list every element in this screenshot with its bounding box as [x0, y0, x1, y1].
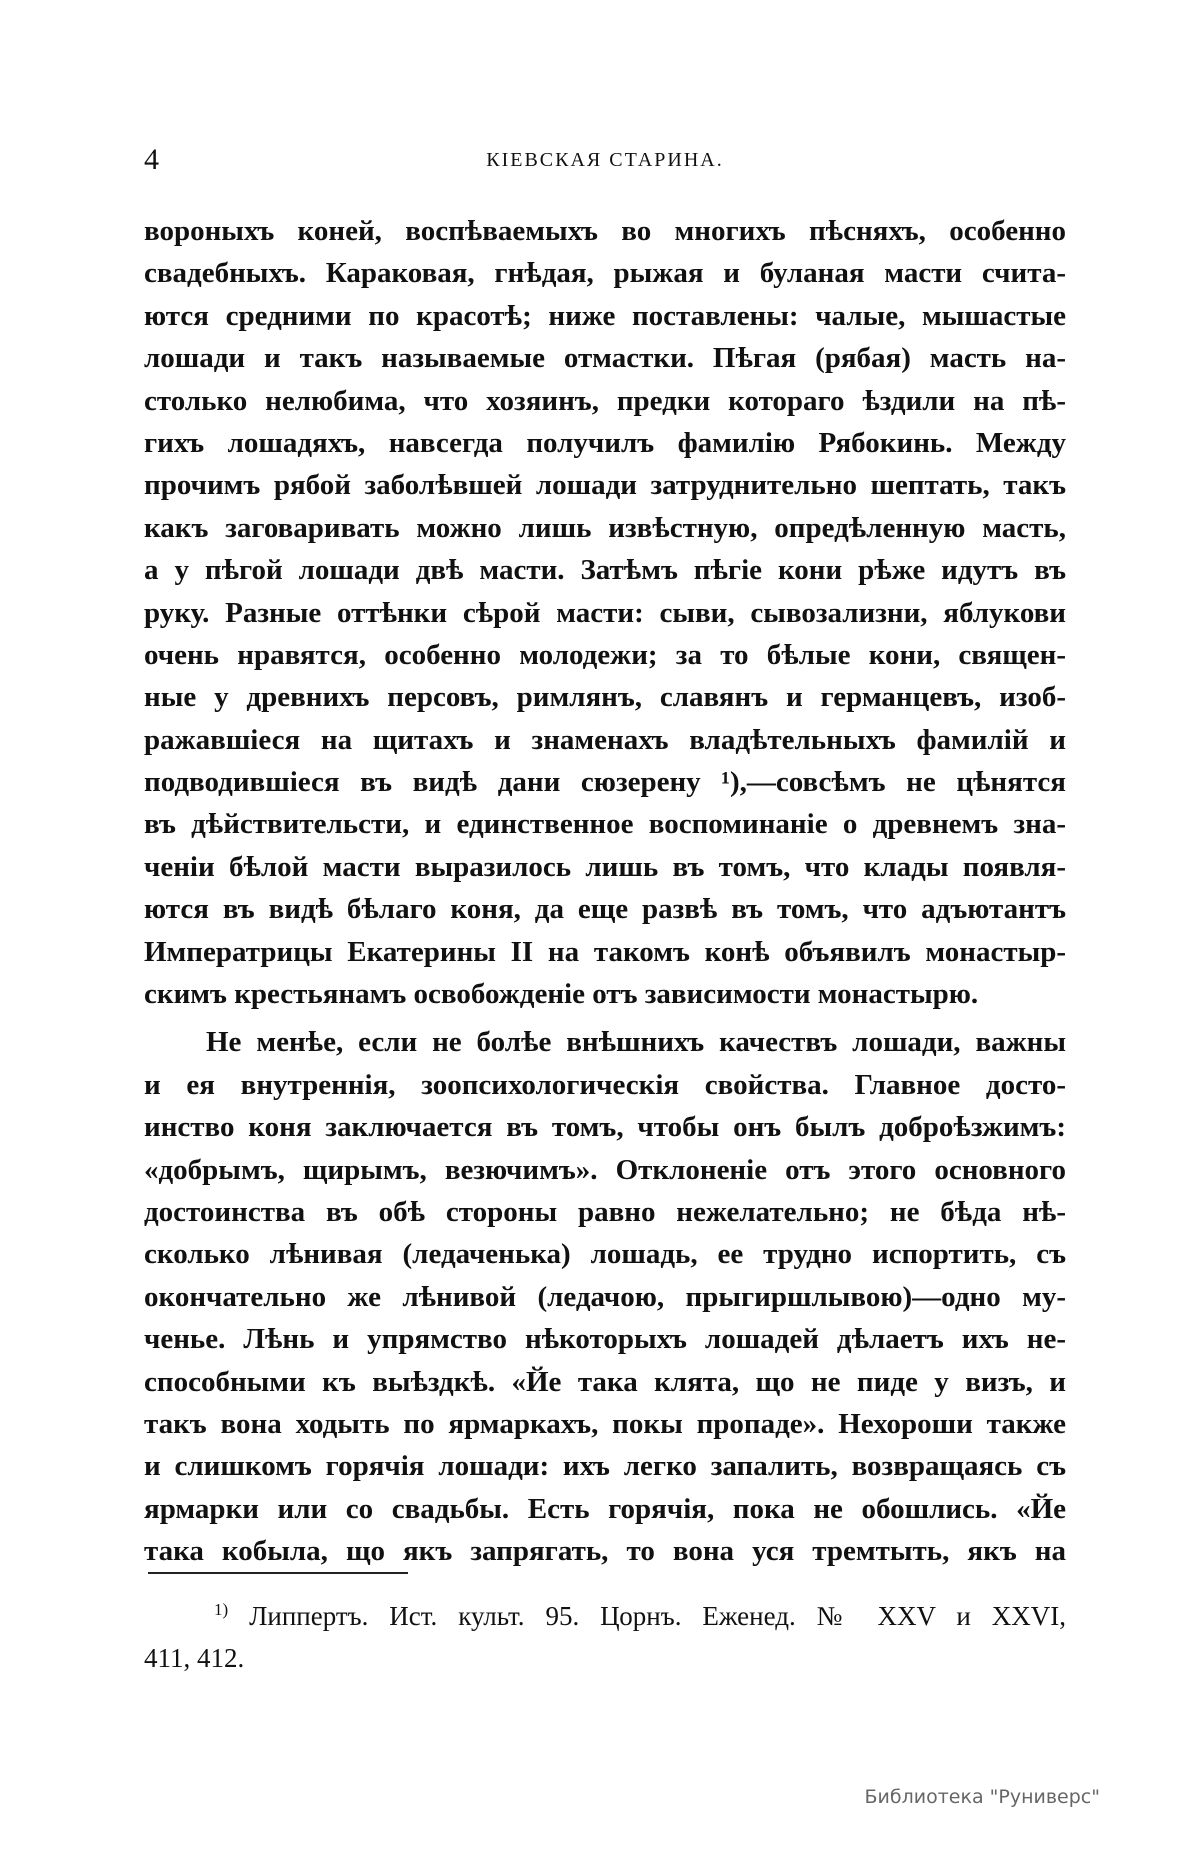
text-line: ражавшіеся на щитахъ и знаменахъ владѣтельныхъ фамилій и	[144, 723, 1066, 756]
text-line: ченіи бѣлой масти выразилось лишь въ томъ, что клады появля-	[144, 850, 1066, 883]
text-line: свадебныхъ. Караковая, гнѣдая, рыжая и буланая масти счита-	[144, 257, 1066, 290]
library-watermark: Библиотека "Руниверс"	[864, 1786, 1100, 1808]
text-line: очень нравятся, особенно молодежи; за то бѣлые кони, священ-	[144, 638, 1066, 671]
footnote-line-1	[144, 1595, 1066, 1637]
text-line: скимъ крестьянамъ освобожденіе отъ зависимости монастырю.	[144, 978, 979, 1011]
paragraph-1	[144, 210, 1066, 1015]
text-line: и ея внутреннія, зоопсихологическія свойства. Главное досто-	[144, 1068, 1066, 1101]
footnote-text: Липпертъ. Ист. культ. 95. Цорнъ. Еженед. № XXV и XXVI,	[249, 1601, 1066, 1631]
text-line: ченье. Лѣнь и упрямство нѣкоторыхъ лошадей дѣлаетъ ихъ не-	[144, 1323, 1066, 1356]
paragraph-2	[144, 1021, 1066, 1572]
footnote-marker: 1)	[214, 1600, 229, 1619]
text-line: инство коня заключается въ томъ, чтобы онъ былъ доброѣзжимъ:	[144, 1111, 1066, 1144]
text-line: ются въ видѣ бѣлаго коня, да еще развѣ въ томъ, что адъютантъ	[144, 893, 1066, 926]
running-title: КІЕВСКАЯ СТАРИНА.	[486, 149, 724, 171]
text-line: руку. Разные оттѣнки сѣрой масти: сыви, сывозализни, яблукови	[144, 596, 1066, 629]
text-line: ются средними по красотѣ; ниже поставлены: чалые, мышастые	[144, 299, 1066, 332]
text-line: гихъ лошадяхъ, навсегда получилъ фамилію Рябокинь. Между	[144, 426, 1066, 459]
text-line: прочимъ рябой заболѣвшей лошади затруднительно шептать, такъ	[144, 469, 1066, 502]
text-line: сколько лѣнивая (ледаченька) лошадь, ее трудно испортить, съ	[144, 1238, 1066, 1271]
text-line: а у пѣгой лошади двѣ масти. Затѣмъ пѣгіе кони рѣже идутъ въ	[144, 554, 1066, 587]
page-number: 4	[144, 143, 159, 176]
text-line: «добрымъ, щирымъ, везючимъ». Отклоненіе отъ этого основного	[144, 1153, 1066, 1186]
text-line: подводившіеся въ видѣ дани сюзерену ¹),—совсѣмъ не цѣнятся	[144, 766, 1066, 799]
footnote-line-2: 411, 412.	[144, 1643, 245, 1673]
text-line: Императрицы Екатерины II на такомъ конѣ объявилъ монастыр-	[144, 935, 1066, 968]
text-line: вороныхъ коней, воспѣваемыхъ во многихъ пѣсняхъ, особенно	[144, 215, 1066, 247]
footnote	[144, 1595, 1066, 1679]
text-line: Не менѣе, если не болѣе внѣшнихъ качествъ лошади, важны	[206, 1026, 1066, 1059]
text-line: такъ вона ходыть по ярмаркахъ, покы пропаде». Нехороши также	[144, 1407, 1066, 1440]
text-line: достоинства въ обѣ стороны равно нежелательно; не бѣда нѣ-	[144, 1195, 1066, 1228]
text-line: ярмарки или со свадьбы. Есть горячія, пока не обошлись. «Йе	[144, 1492, 1066, 1525]
text-line: какъ заговаривать можно лишь извѣстную, опредѣленную масть,	[144, 511, 1066, 544]
body-text	[144, 210, 1066, 1573]
text-line: така кобыла, що якъ запрягать, то вона уся тремтыть, якъ на	[144, 1535, 1066, 1568]
text-line: и слишкомъ горячія лошади: ихъ легко запалить, возвращаясь съ	[144, 1450, 1066, 1483]
text-line: ные у древнихъ персовъ, римлянъ, славянъ и германцевъ, изоб-	[144, 681, 1066, 714]
text-line: лошади и такъ называемые отмастки. Пѣгая (рябая) масть на-	[144, 342, 1066, 375]
text-line: окончательно же лѣнивой (ледачою, прыгиршлывою)—одно му-	[144, 1280, 1066, 1313]
footnote-rule	[148, 1572, 408, 1574]
page-header	[144, 143, 1066, 179]
text-line: въ дѣйствительсти, и единственное воспоминаніе о древнемъ зна-	[144, 808, 1066, 841]
text-line: столько нелюбима, что хозяинъ, предки котораго ѣздили на пѣ-	[144, 384, 1066, 417]
text-line: способными къ выѣздкѣ. «Йе така клята, що не пиде у визъ, и	[144, 1365, 1066, 1398]
